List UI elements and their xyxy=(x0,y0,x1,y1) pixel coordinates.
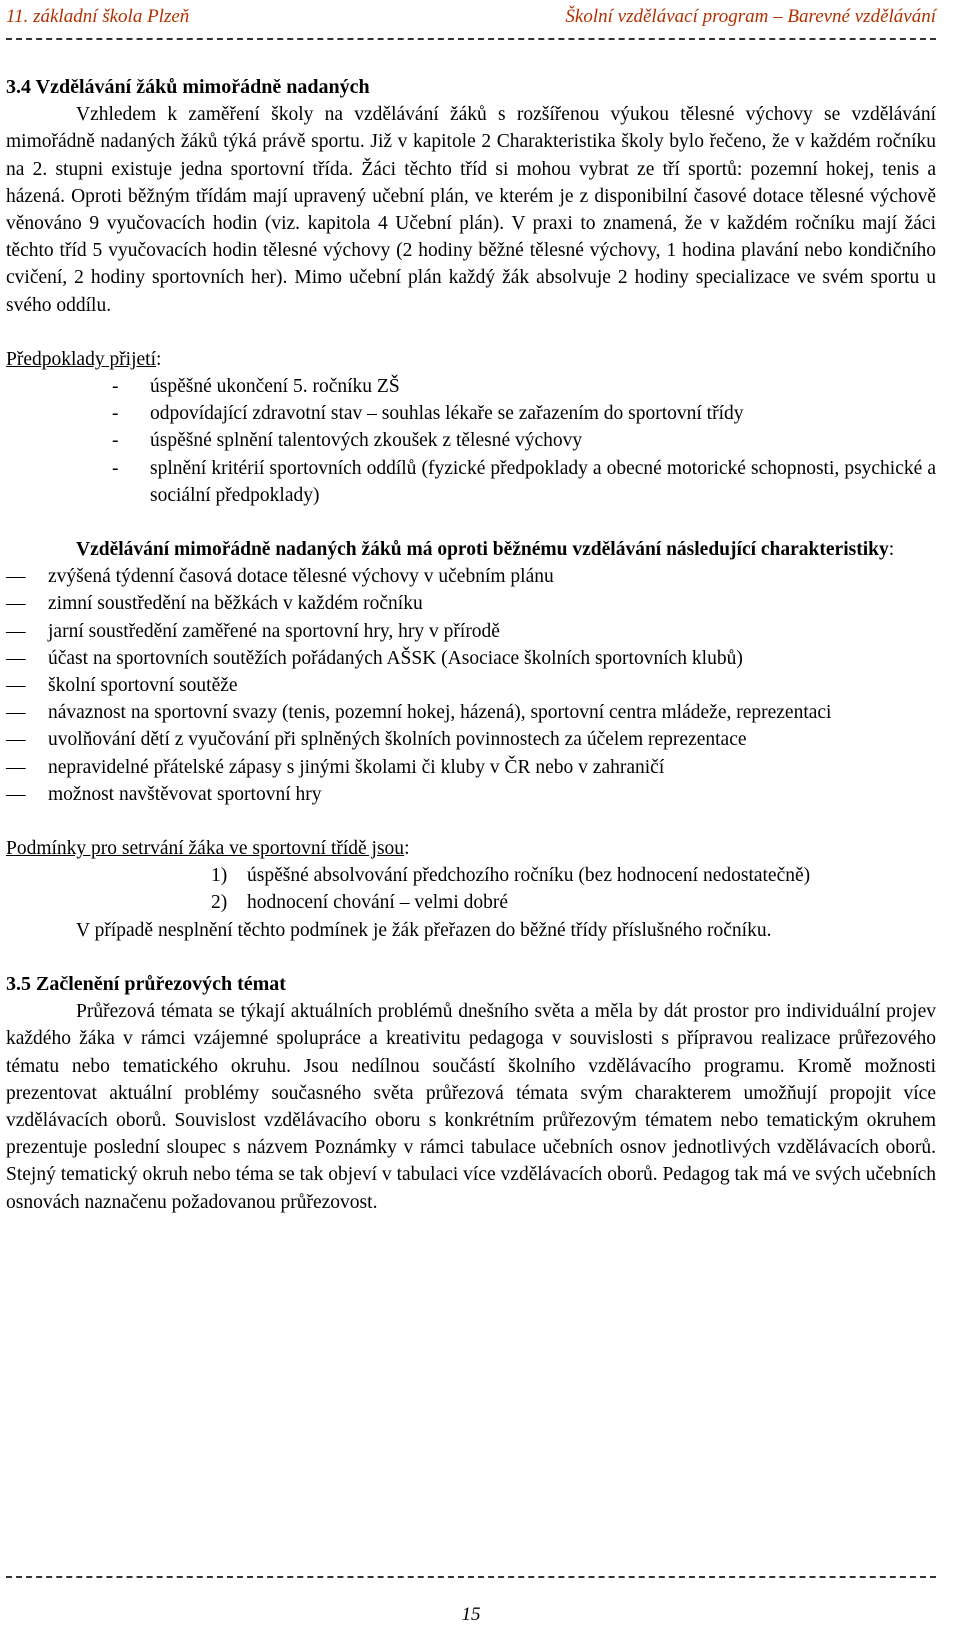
list-item: — jarní soustředění zaměřené na sportovní hry, hry v přírodě xyxy=(6,618,936,645)
list-text: hodnocení chování – velmi dobré xyxy=(247,892,509,914)
conditions-heading xyxy=(6,835,936,862)
characteristics-colon: : xyxy=(888,539,895,561)
list-item: — návaznost na sportovní svazy (tenis, pozemní hokej, házená), sportovní centra mládeže, reprezentaci xyxy=(6,699,936,726)
list-item: - odpovídající zdravotní stav – souhlas lékaře se zařazením do sportovní třídy xyxy=(106,400,936,427)
spacer xyxy=(6,944,936,971)
characteristics-intro xyxy=(6,536,936,563)
page-header xyxy=(6,6,936,28)
list-item xyxy=(211,889,936,916)
header-divider xyxy=(6,38,936,40)
characteristics-intro-text: Vzdělávání mimořádně nadaných žáků má oproti běžnému vzdělávání následující charakteristiky xyxy=(76,539,889,561)
list-item: — zimní soustředění na běžkách v každém ročníku xyxy=(6,590,936,617)
header-school-name: 11. základní škola Plzeň xyxy=(6,6,190,27)
list-item: - úspěšné ukončení 5. ročníku ZŠ xyxy=(106,373,936,400)
list-number: 1) xyxy=(211,865,228,887)
conditions-list xyxy=(6,862,936,916)
list-item xyxy=(211,862,936,889)
section-3-4-paragraph: Vzhledem k zaměření školy na vzdělávání žáků s rozšířenou výukou tělesné výchovy se vzdělávání mimořádně nadaných žáků týká právě sportu. Již v kapitole 2 Charakteristika školy bylo řečeno, že v každém ročníku na 2. stupni existuje jedna sportovní třída. Žáci těchto tříd si mohou vybrat ze tří sportů: pozemní hokej, tenis a házená. Oproti běžným třídám mají upravený učební plán, ve kterém je z disponibilní časové dotace tělesné výchově věnováno 9 vyučovacích hodin (viz. kapitola 4 Učební plán). V praxi to znamená, že v každém ročníku mají žáci těchto tříd 5 vyučovacích hodin tělesné výchovy (2 hodiny běžné tělesné výchovy, 1 hodina plavání nebo kondičního cvičení, 2 hodiny sportovních her). Mimo učební plán každý žák absolvuje 2 hodiny specializace ve svém sportu u svého oddílu. xyxy=(6,104,936,316)
spacer xyxy=(6,319,936,346)
list-item: — školní sportovní soutěže xyxy=(6,672,936,699)
list-text: úspěšné absolvování předchozího ročníku (bez hodnocení nedostatečně) xyxy=(247,865,811,887)
prereq-list xyxy=(6,373,936,509)
spacer xyxy=(6,808,936,835)
section-heading-3-5: 3.5 Začlenění průřezových témat xyxy=(6,972,286,995)
list-item: - splnění kritérií sportovních oddílů (fyzické předpoklady a obecné motorické schopnosti, psychické a sociální předpoklady) xyxy=(106,455,936,509)
header-program-name: Školní vzdělávací program – Barevné vzdělávání xyxy=(565,6,936,27)
characteristics-list xyxy=(6,563,936,808)
list-number: 2) xyxy=(211,892,228,914)
list-item: — účast na sportovních soutěžích pořádaných AŠSK (Asociace školních sportovních klubů) xyxy=(6,645,936,672)
page-content xyxy=(6,74,936,1216)
spacer xyxy=(6,509,936,536)
section-3-5-paragraph: Průřezová témata se týkají aktuálních problémů dnešního světa a měla by dát prostor pro individuální projev každého žáka v rámci vzájemné spolupráce a kreativitu pedagoga v souvislosti s přípravou realizace průřezového tématu nebo tematického okruhu. Jsou nedílnou součástí školního vzdělávacího programu. Kromě možnosti prezentovat aktuální problémy současného světa průřezová témata svým charakterem umožňují propojit více vzdělávacích oborů. Souvislost vzdělávacího oboru s konkrétním průřezovým tématem nebo tematickým okruhem prezentuje poslední sloupec s názvem Poznámky v rámci tabulace učebních osnov jednotlivých vzdělávacích oborů. Stejný tematický okruh nebo téma se tak objeví v tabulaci více vzdělávacích oborů. Pedagog tak má ve svých učebních osnovách naznačenu požadovanou průřezovost. xyxy=(6,1001,936,1213)
list-item: — možnost navštěvovat sportovní hry xyxy=(6,781,936,808)
page-number: 15 xyxy=(461,1604,481,1625)
prereq-heading xyxy=(6,346,936,373)
conditions-label: Podmínky pro setrvání žáka ve sportovní třídě jsou xyxy=(6,838,405,860)
list-item: — uvolňování dětí z vyučování při splněných školních povinnostech za účelem reprezentace xyxy=(6,726,936,753)
list-item: - úspěšné splnění talentových zkoušek z tělesné výchovy xyxy=(106,427,936,454)
conditions-colon: : xyxy=(404,838,410,860)
list-item: — nepravidelné přátelské zápasy s jinými školami či kluby v ČR nebo v zahraničí xyxy=(6,754,936,781)
conditions-closing: V případě nesplnění těchto podmínek je žák přeřazen do běžné třídy příslušného ročníku. xyxy=(76,919,772,941)
footer-divider xyxy=(6,1576,936,1578)
section-heading-3-4: 3.4 Vzdělávání žáků mimořádně nadaných xyxy=(6,76,370,98)
list-item: — zvýšená týdenní časová dotace tělesné výchovy v učebním plánu xyxy=(6,563,936,590)
prereq-colon: : xyxy=(156,348,162,370)
prereq-label: Předpoklady přijetí xyxy=(6,348,157,370)
